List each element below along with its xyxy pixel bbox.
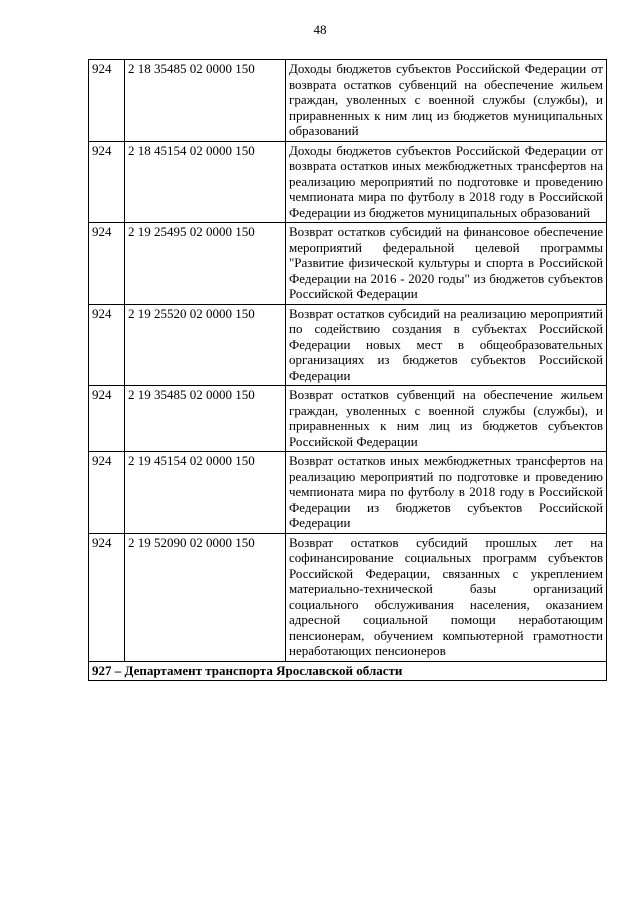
table-row <box>89 386 607 452</box>
page-number: 48 <box>313 22 327 37</box>
budget-classification-table <box>88 59 607 681</box>
budget-code-cell: 2 19 45154 02 0000 150 <box>125 452 286 534</box>
table-row <box>89 304 607 386</box>
income-name-cell: Доходы бюджетов субъектов Российской Федерации от возврата остатков иных межбюджетных трансфертов на реализацию мероприятий по подготовке и проведению чемпионата мира по футболу в 2018 году в Российской Федерации из бюджетов муниципальных образований <box>286 141 607 223</box>
table-row <box>89 141 607 223</box>
income-name-cell: Возврат остатков субсидий на реализацию мероприятий по содействию создания в субъектах Российской Федерации новых мест в общеобразовательных организациях из бюджетов субъектов Российской Федерации <box>286 304 607 386</box>
table-row <box>89 60 607 142</box>
budget-code-cell: 2 19 35485 02 0000 150 <box>125 386 286 452</box>
admin-code-cell: 924 <box>89 304 125 386</box>
income-name-cell: Возврат остатков субсидий на финансовое обеспечение мероприятий федеральной целевой программы "Развитие физической культуры и спорта в Российской Федерации на 2016 - 2020 годы" из бюджетов субъектов Российской Федерации <box>286 223 607 305</box>
budget-code-cell: 2 19 25495 02 0000 150 <box>125 223 286 305</box>
admin-code-cell: 924 <box>89 452 125 534</box>
budget-code-cell: 2 19 25520 02 0000 150 <box>125 304 286 386</box>
table-row <box>89 452 607 534</box>
income-name-cell: Возврат остатков иных межбюджетных трансфертов на реализацию мероприятий по подготовке и проведению чемпионата мира по футболу в 2018 году в Российской Федерации из бюджетов субъектов Российской Федерации <box>286 452 607 534</box>
income-name-cell: Доходы бюджетов субъектов Российской Федерации от возврата остатков субвенций на обеспечение жильем граждан, уволенных с военной службы (службы), и приравненных к ним лиц из бюджетов муниципальных образований <box>286 60 607 142</box>
budget-code-cell: 2 19 52090 02 0000 150 <box>125 533 286 661</box>
admin-code-cell: 924 <box>89 60 125 142</box>
income-name-cell: Возврат остатков субвенций на обеспечение жильем граждан, уволенных с военной службы (службы), и приравненных к ним лиц из бюджетов субъектов Российской Федерации <box>286 386 607 452</box>
admin-code-cell: 924 <box>89 386 125 452</box>
admin-code-cell: 924 <box>89 533 125 661</box>
income-name-cell: Возврат остатков субсидий прошлых лет на софинансирование социальных программ субъектов Российской Федерации, связанных с укреплением материально-технической базы организаций социального обслуживания населения, оказанием адресной социальной помощи неработающим пенсионерам, обучением компьютерной грамотности неработающих пенсионеров <box>286 533 607 661</box>
admin-code-cell: 924 <box>89 223 125 305</box>
section-header-row <box>89 661 607 681</box>
table-row <box>89 533 607 661</box>
section-title: 927 – Департамент транспорта Ярославской области <box>89 661 607 681</box>
budget-code-cell: 2 18 45154 02 0000 150 <box>125 141 286 223</box>
admin-code-cell: 924 <box>89 141 125 223</box>
budget-code-cell: 2 18 35485 02 0000 150 <box>125 60 286 142</box>
table-row <box>89 223 607 305</box>
